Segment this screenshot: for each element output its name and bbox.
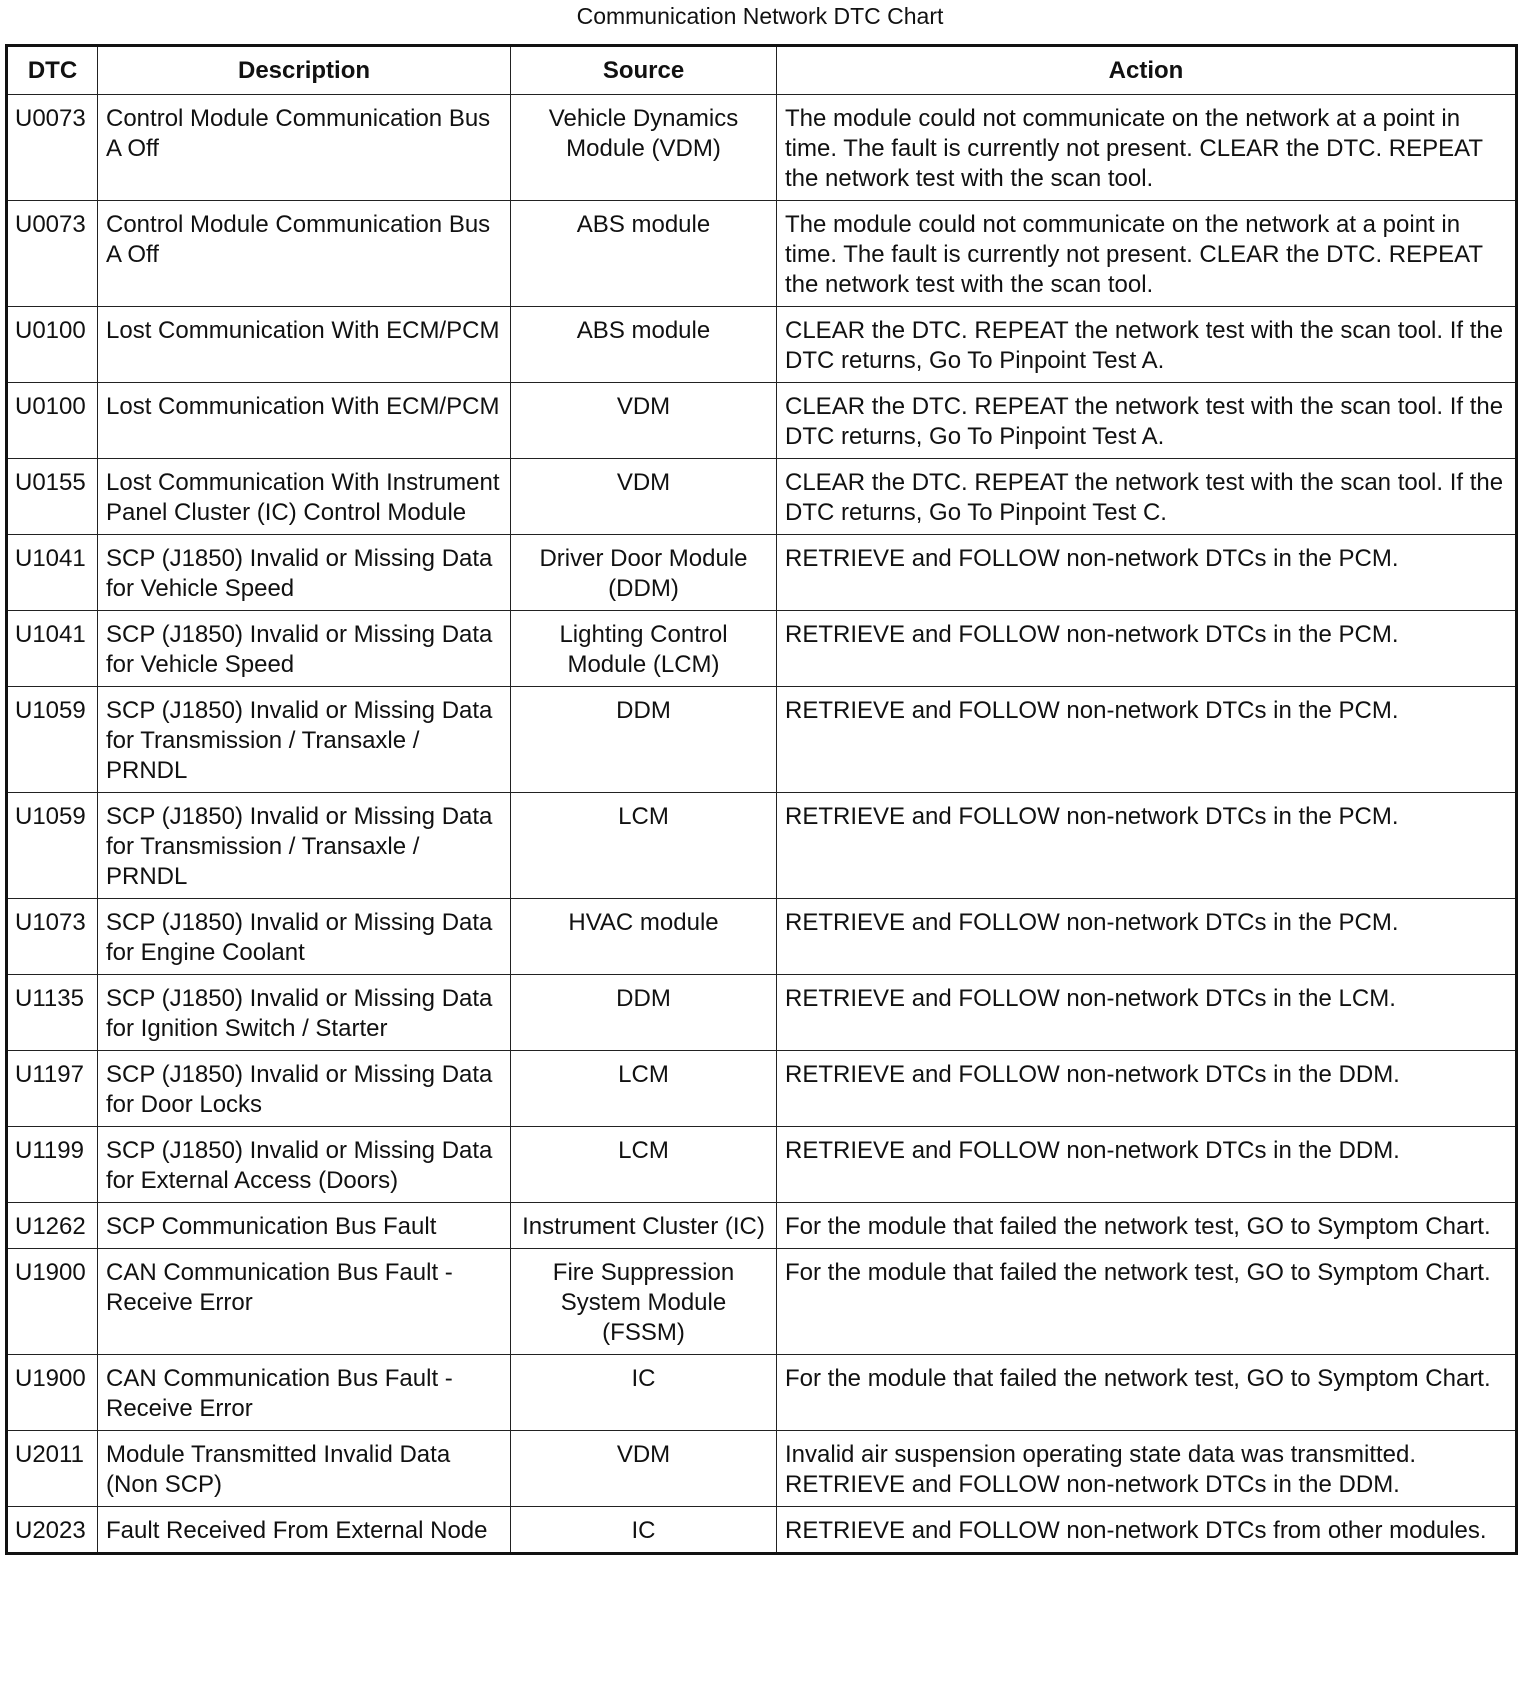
column-header-action: Action [777,46,1517,95]
dtc-code: U0073 [7,95,98,201]
page-title: Communication Network DTC Chart [576,3,944,29]
dtc-source: IC [511,1507,777,1554]
dtc-code: U0073 [7,201,98,307]
dtc-action: For the module that failed the network test, GO to Symptom Chart. [777,1355,1517,1431]
dtc-action: RETRIEVE and FOLLOW non-network DTCs in the PCM. [777,899,1517,975]
dtc-source: LCM [511,1127,777,1203]
dtc-code: U2023 [7,1507,98,1554]
table-row [7,1355,1517,1431]
dtc-source: Fire Suppression System Module (FSSM) [511,1249,777,1355]
table-row [7,793,1517,899]
dtc-code: U2011 [7,1431,98,1507]
dtc-code: U1900 [7,1355,98,1431]
dtc-code: U0100 [7,307,98,383]
table-row [7,307,1517,383]
dtc-action: For the module that failed the network test, GO to Symptom Chart. [777,1249,1517,1355]
dtc-code: U1059 [7,687,98,793]
dtc-source: DDM [511,975,777,1051]
dtc-source: ABS module [511,201,777,307]
column-header-description: Description [98,46,511,95]
dtc-code: U1041 [7,611,98,687]
dtc-source: VDM [511,383,777,459]
dtc-description: Lost Communication With Instrument Panel Cluster (IC) Control Module [98,459,511,535]
table-row [7,1203,1517,1249]
dtc-source: LCM [511,793,777,899]
table-row [7,383,1517,459]
table-header [7,46,1517,95]
dtc-description: SCP (J1850) Invalid or Missing Data for Transmission / Transaxle / PRNDL [98,793,511,899]
dtc-code: U1041 [7,535,98,611]
table-row [7,535,1517,611]
table-body [7,95,1517,1554]
dtc-action: RETRIEVE and FOLLOW non-network DTCs in the PCM. [777,611,1517,687]
dtc-code: U1900 [7,1249,98,1355]
dtc-description: CAN Communication Bus Fault - Receive Error [98,1249,511,1355]
dtc-description: Fault Received From External Node [98,1507,511,1554]
dtc-source: Driver Door Module (DDM) [511,535,777,611]
table-row [7,899,1517,975]
dtc-action: For the module that failed the network test, GO to Symptom Chart. [777,1203,1517,1249]
table-row [7,1051,1517,1127]
dtc-source: HVAC module [511,899,777,975]
dtc-source: VDM [511,1431,777,1507]
table-row [7,1507,1517,1554]
dtc-description: Control Module Communication Bus A Off [98,95,511,201]
dtc-source: Instrument Cluster (IC) [511,1203,777,1249]
dtc-action: RETRIEVE and FOLLOW non-network DTCs in the DDM. [777,1127,1517,1203]
table-row [7,1127,1517,1203]
dtc-action: CLEAR the DTC. REPEAT the network test with the scan tool. If the DTC returns, Go To Pinpoint Test A. [777,307,1517,383]
dtc-source: Vehicle Dynamics Module (VDM) [511,95,777,201]
table-row [7,611,1517,687]
dtc-source: DDM [511,687,777,793]
dtc-description: SCP (J1850) Invalid or Missing Data for Ignition Switch / Starter [98,975,511,1051]
dtc-description: Control Module Communication Bus A Off [98,201,511,307]
table-row [7,687,1517,793]
dtc-description: SCP (J1850) Invalid or Missing Data for External Access (Doors) [98,1127,511,1203]
dtc-action: CLEAR the DTC. REPEAT the network test with the scan tool. If the DTC returns, Go To Pinpoint Test C. [777,459,1517,535]
dtc-action: Invalid air suspension operating state data was transmitted. RETRIEVE and FOLLOW non-network DTCs in the DDM. [777,1431,1517,1507]
dtc-action: The module could not communicate on the network at a point in time. The fault is currently not present. CLEAR the DTC. REPEAT the network test with the scan tool. [777,95,1517,201]
dtc-action: The module could not communicate on the network at a point in time. The fault is currently not present. CLEAR the DTC. REPEAT the network test with the scan tool. [777,201,1517,307]
table-row [7,95,1517,201]
dtc-description: SCP (J1850) Invalid or Missing Data for Vehicle Speed [98,535,511,611]
dtc-description: SCP (J1850) Invalid or Missing Data for Door Locks [98,1051,511,1127]
dtc-description: Lost Communication With ECM/PCM [98,383,511,459]
table-row [7,459,1517,535]
dtc-action: RETRIEVE and FOLLOW non-network DTCs in the DDM. [777,1051,1517,1127]
dtc-table [5,44,1518,1555]
dtc-action: RETRIEVE and FOLLOW non-network DTCs from other modules. [777,1507,1517,1554]
table-row [7,975,1517,1051]
dtc-source: LCM [511,1051,777,1127]
dtc-code: U1199 [7,1127,98,1203]
dtc-code: U1262 [7,1203,98,1249]
dtc-action: RETRIEVE and FOLLOW non-network DTCs in the PCM. [777,535,1517,611]
dtc-code: U1135 [7,975,98,1051]
dtc-description: SCP Communication Bus Fault [98,1203,511,1249]
dtc-code: U1059 [7,793,98,899]
dtc-source: ABS module [511,307,777,383]
column-header-dtc: DTC [7,46,98,95]
dtc-description: Module Transmitted Invalid Data (Non SCP) [98,1431,511,1507]
dtc-action: RETRIEVE and FOLLOW non-network DTCs in the LCM. [777,975,1517,1051]
table-row [7,201,1517,307]
dtc-action: RETRIEVE and FOLLOW non-network DTCs in the PCM. [777,793,1517,899]
header-row [7,46,1517,95]
dtc-description: CAN Communication Bus Fault - Receive Error [98,1355,511,1431]
dtc-source: VDM [511,459,777,535]
dtc-code: U1197 [7,1051,98,1127]
dtc-description: SCP (J1850) Invalid or Missing Data for Engine Coolant [98,899,511,975]
dtc-source: IC [511,1355,777,1431]
table-row [7,1249,1517,1355]
column-header-source: Source [511,46,777,95]
table-row [7,1431,1517,1507]
dtc-description: SCP (J1850) Invalid or Missing Data for Vehicle Speed [98,611,511,687]
dtc-description: Lost Communication With ECM/PCM [98,307,511,383]
dtc-code: U0155 [7,459,98,535]
dtc-source: Lighting Control Module (LCM) [511,611,777,687]
dtc-code: U0100 [7,383,98,459]
dtc-description: SCP (J1850) Invalid or Missing Data for Transmission / Transaxle / PRNDL [98,687,511,793]
dtc-action: CLEAR the DTC. REPEAT the network test with the scan tool. If the DTC returns, Go To Pinpoint Test A. [777,383,1517,459]
dtc-code: U1073 [7,899,98,975]
dtc-action: RETRIEVE and FOLLOW non-network DTCs in the PCM. [777,687,1517,793]
